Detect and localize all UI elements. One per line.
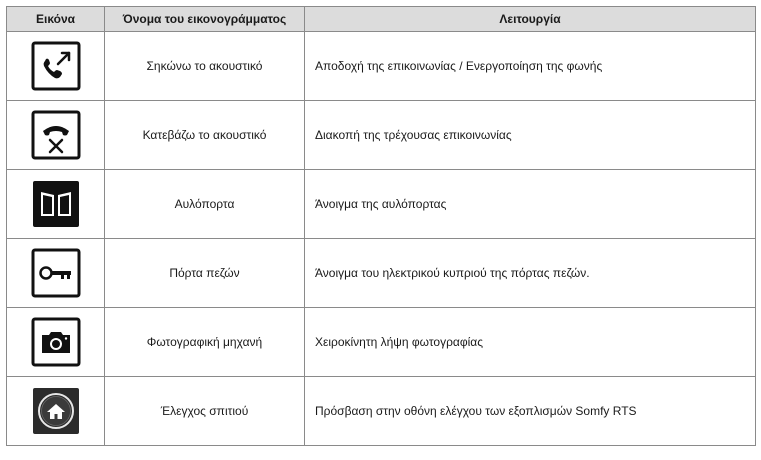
phone-hangup-icon <box>31 110 81 160</box>
header-icon-name: Όνομα του εικονογράμματος <box>105 7 305 32</box>
icon-function: Πρόσβαση στην οθόνη ελέγχου των εξοπλισμών Somfy RTS <box>305 377 756 446</box>
table-row <box>7 239 756 308</box>
icon-name: Σηκώνω το ακουστικό <box>105 32 305 101</box>
icon-function: Αποδοχή της επικοινωνίας / Ενεργοποίηση της φωνής <box>305 32 756 101</box>
table-row <box>7 308 756 377</box>
icon-function: Άνοιγμα της αυλόπορτας <box>305 170 756 239</box>
icon-name: Αυλόπορτα <box>105 170 305 239</box>
table-row <box>7 32 756 101</box>
icon-function: Διακοπή της τρέχουσας επικοινωνίας <box>305 101 756 170</box>
icon-name: Φωτογραφική μηχανή <box>105 308 305 377</box>
table-row <box>7 377 756 446</box>
gate-icon <box>31 179 81 229</box>
home-control-icon <box>31 386 81 436</box>
icon-name: Έλεγχος σπιτιού <box>105 377 305 446</box>
icon-table <box>6 6 756 446</box>
key-icon <box>31 248 81 298</box>
camera-icon <box>31 317 81 367</box>
icon-table-container <box>6 6 756 446</box>
icon-function: Χειροκίνητη λήψη φωτογραφίας <box>305 308 756 377</box>
table-row <box>7 101 756 170</box>
phone-pickup-icon <box>31 41 81 91</box>
header-image: Εικόνα <box>7 7 105 32</box>
table-row <box>7 170 756 239</box>
icon-name: Κατεβάζω το ακουστικό <box>105 101 305 170</box>
header-function: Λειτουργία <box>305 7 756 32</box>
icon-function: Άνοιγμα του ηλεκτρικού κυπριού της πόρτας πεζών. <box>305 239 756 308</box>
icon-name: Πόρτα πεζών <box>105 239 305 308</box>
table-header-row <box>7 7 756 32</box>
